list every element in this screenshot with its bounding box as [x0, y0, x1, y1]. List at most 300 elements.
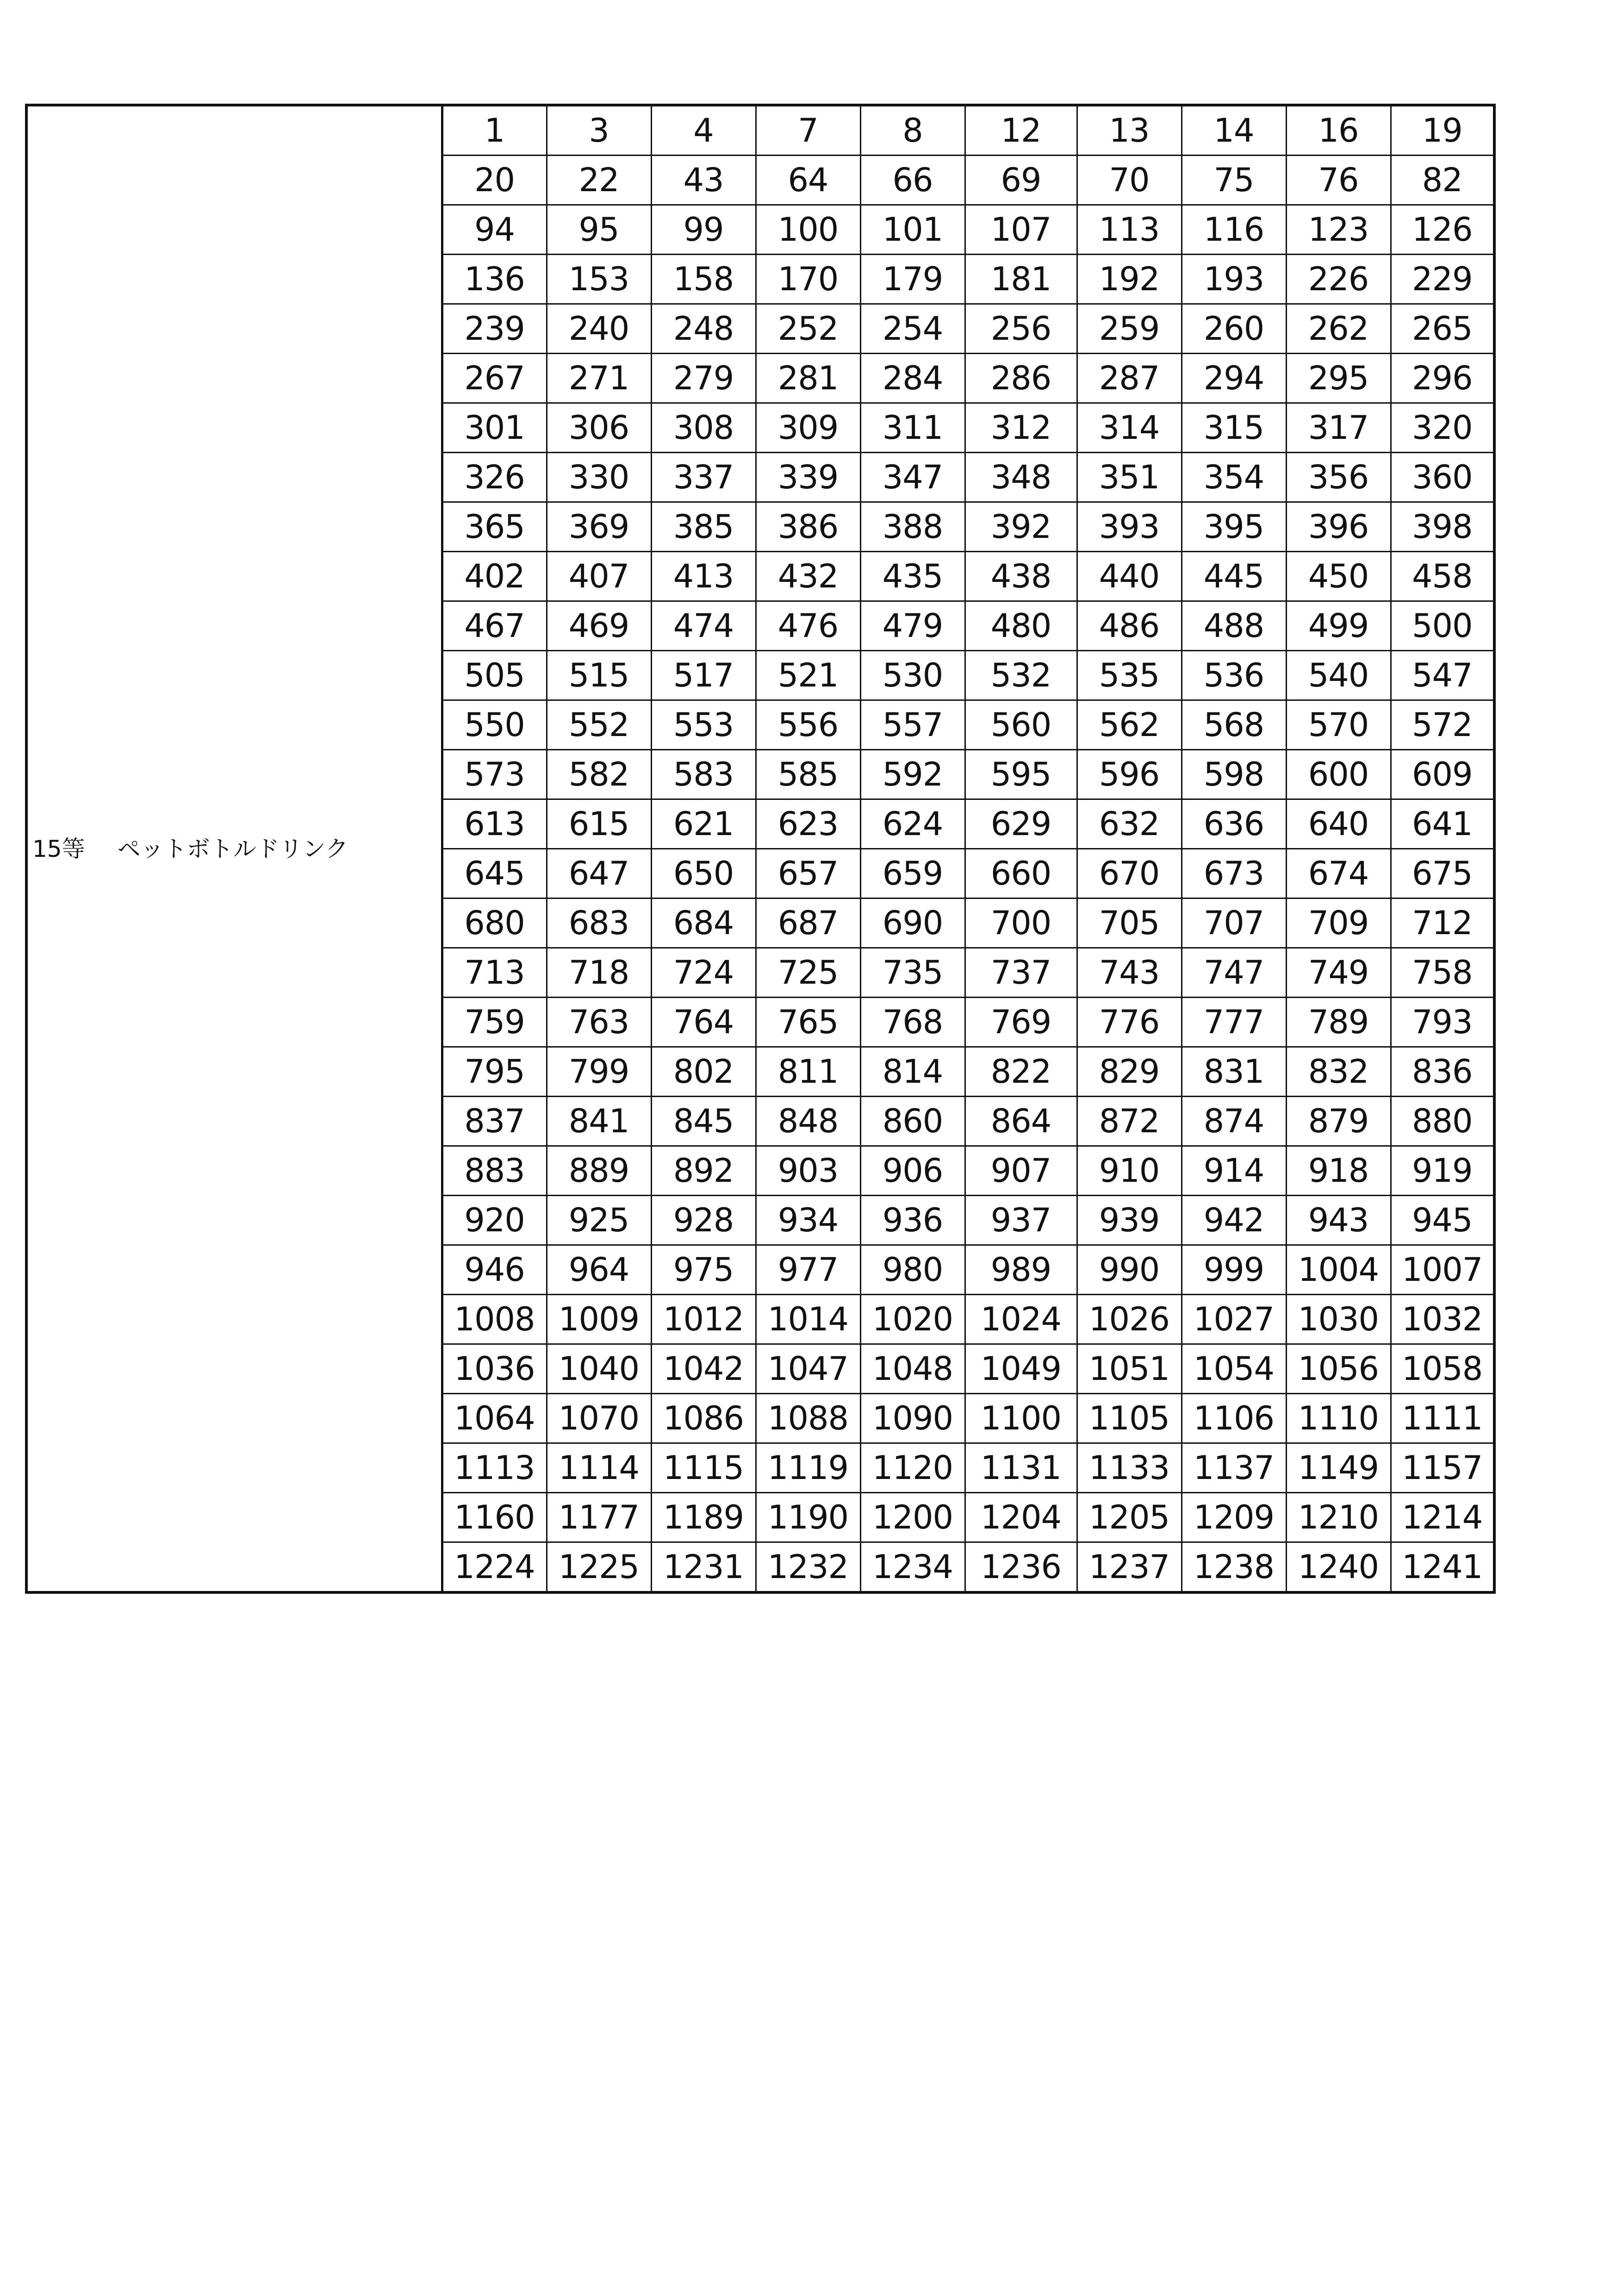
winning-number-cell: 320	[1391, 403, 1494, 453]
winning-number-cell: 650	[651, 849, 756, 898]
winning-number-cell: 248	[651, 304, 756, 354]
winning-number-cell: 709	[1286, 898, 1391, 948]
winning-number-cell: 16	[1286, 105, 1391, 156]
winning-number-cell: 737	[965, 948, 1077, 998]
winning-number-cell: 1177	[547, 1493, 651, 1542]
winning-number-cell: 308	[651, 403, 756, 453]
winning-number-cell: 14	[1181, 105, 1286, 156]
winning-number-cell: 1111	[1391, 1394, 1494, 1443]
winning-number-cell: 69	[965, 156, 1077, 205]
winning-number-cell: 356	[1286, 453, 1391, 502]
winning-number-cell: 229	[1391, 255, 1494, 304]
winning-number-cell: 657	[756, 849, 860, 898]
winning-number-cell: 75	[1181, 156, 1286, 205]
winning-number-cell: 13	[1077, 105, 1181, 156]
winning-number-cell: 66	[860, 156, 965, 205]
winning-number-cell: 535	[1077, 651, 1181, 700]
winning-number-cell: 286	[965, 354, 1077, 403]
winning-number-cell: 763	[547, 998, 651, 1047]
winning-number-cell: 1032	[1391, 1295, 1494, 1344]
winning-number-cell: 1036	[442, 1344, 547, 1394]
winning-number-cell: 560	[965, 700, 1077, 750]
winning-number-cell: 683	[547, 898, 651, 948]
winning-number-cell: 488	[1181, 601, 1286, 651]
winning-number-cell: 1047	[756, 1344, 860, 1394]
winning-number-cell: 284	[860, 354, 965, 403]
winning-number-cell: 301	[442, 403, 547, 453]
winning-number-cell: 1189	[651, 1493, 756, 1542]
winning-number-cell: 445	[1181, 552, 1286, 601]
winning-number-cell: 811	[756, 1047, 860, 1097]
winning-number-cell: 570	[1286, 700, 1391, 750]
winning-number-cell: 889	[547, 1146, 651, 1196]
winning-number-cell: 1131	[965, 1443, 1077, 1493]
winning-number-cell: 1027	[1181, 1295, 1286, 1344]
winning-number-cell: 712	[1391, 898, 1494, 948]
winning-number-cell: 259	[1077, 304, 1181, 354]
winning-number-cell: 347	[860, 453, 965, 502]
winning-number-cell: 690	[860, 898, 965, 948]
winning-number-cell: 939	[1077, 1196, 1181, 1245]
winning-number-cell: 136	[442, 255, 547, 304]
winning-number-cell: 3	[547, 105, 651, 156]
winning-number-cell: 181	[965, 255, 1077, 304]
winning-number-cell: 660	[965, 849, 1077, 898]
winning-number-cell: 945	[1391, 1196, 1494, 1245]
winning-number-cell: 265	[1391, 304, 1494, 354]
winning-number-cell: 557	[860, 700, 965, 750]
winning-number-cell: 845	[651, 1097, 756, 1146]
winning-number-cell: 925	[547, 1196, 651, 1245]
winning-number-cell: 407	[547, 552, 651, 601]
winning-number-cell: 1048	[860, 1344, 965, 1394]
winning-number-cell: 1157	[1391, 1443, 1494, 1493]
winning-number-cell: 918	[1286, 1146, 1391, 1196]
winning-number-cell: 928	[651, 1196, 756, 1245]
winning-number-cell: 582	[547, 750, 651, 799]
winning-number-cell: 267	[442, 354, 547, 403]
winning-number-cell: 674	[1286, 849, 1391, 898]
winning-number-cell: 309	[756, 403, 860, 453]
winning-number-cell: 82	[1391, 156, 1494, 205]
winning-number-cell: 615	[547, 799, 651, 849]
winning-number-cell: 860	[860, 1097, 965, 1146]
winning-number-cell: 540	[1286, 651, 1391, 700]
winning-number-cell: 99	[651, 205, 756, 255]
winning-number-cell: 1110	[1286, 1394, 1391, 1443]
winning-number-cell: 64	[756, 156, 860, 205]
winning-number-cell: 256	[965, 304, 1077, 354]
winning-number-cell: 595	[965, 750, 1077, 799]
winning-number-cell: 107	[965, 205, 1077, 255]
winning-number-cell: 552	[547, 700, 651, 750]
winning-number-cell: 613	[442, 799, 547, 849]
winning-number-cell: 600	[1286, 750, 1391, 799]
winning-number-cell: 1149	[1286, 1443, 1391, 1493]
winning-number-cell: 262	[1286, 304, 1391, 354]
winning-number-cell: 19	[1391, 105, 1494, 156]
winning-number-cell: 892	[651, 1146, 756, 1196]
winning-number-cell: 934	[756, 1196, 860, 1245]
winning-number-cell: 1238	[1181, 1542, 1286, 1593]
winning-number-cell: 864	[965, 1097, 1077, 1146]
winning-number-cell: 354	[1181, 453, 1286, 502]
winning-number-cell: 348	[965, 453, 1077, 502]
winning-number-cell: 980	[860, 1245, 965, 1295]
winning-number-cell: 1012	[651, 1295, 756, 1344]
winning-number-cell: 1232	[756, 1542, 860, 1593]
winning-number-cell: 1114	[547, 1443, 651, 1493]
winning-number-cell: 659	[860, 849, 965, 898]
winning-number-cell: 831	[1181, 1047, 1286, 1097]
winning-number-cell: 306	[547, 403, 651, 453]
winning-number-cell: 1231	[651, 1542, 756, 1593]
winning-number-cell: 777	[1181, 998, 1286, 1047]
winning-number-cell: 624	[860, 799, 965, 849]
winning-number-cell: 765	[756, 998, 860, 1047]
winning-number-cell: 724	[651, 948, 756, 998]
winning-number-cell: 553	[651, 700, 756, 750]
winning-number-cell: 943	[1286, 1196, 1391, 1245]
winning-number-cell: 239	[442, 304, 547, 354]
winning-number-cell: 312	[965, 403, 1077, 453]
winning-number-cell: 281	[756, 354, 860, 403]
winning-number-cell: 687	[756, 898, 860, 948]
winning-number-cell: 226	[1286, 255, 1391, 304]
winning-number-cell: 450	[1286, 552, 1391, 601]
winning-number-cell: 179	[860, 255, 965, 304]
winning-number-cell: 747	[1181, 948, 1286, 998]
winning-number-cell: 1	[442, 105, 547, 156]
winning-number-cell: 7	[756, 105, 860, 156]
winning-number-cell: 1064	[442, 1394, 547, 1443]
winning-number-cell: 469	[547, 601, 651, 651]
winning-number-cell: 1009	[547, 1295, 651, 1344]
winning-number-cell: 432	[756, 552, 860, 601]
winning-number-cell: 1214	[1391, 1493, 1494, 1542]
winning-number-cell: 906	[860, 1146, 965, 1196]
winning-number-cell: 964	[547, 1245, 651, 1295]
winning-number-cell: 192	[1077, 255, 1181, 304]
winning-numbers-table	[25, 104, 1496, 1594]
winning-number-cell: 1210	[1286, 1493, 1391, 1542]
winning-number-cell: 1086	[651, 1394, 756, 1443]
winning-number-cell: 392	[965, 502, 1077, 552]
winning-number-cell: 1224	[442, 1542, 547, 1593]
winning-number-cell: 8	[860, 105, 965, 156]
winning-number-cell: 1058	[1391, 1344, 1494, 1394]
winning-number-cell: 758	[1391, 948, 1494, 998]
winning-number-cell: 1007	[1391, 1245, 1494, 1295]
winning-number-cell: 700	[965, 898, 1077, 948]
winning-number-cell: 315	[1181, 403, 1286, 453]
winning-number-cell: 20	[442, 156, 547, 205]
winning-number-cell: 365	[442, 502, 547, 552]
table-row	[26, 105, 1494, 156]
winning-number-cell: 517	[651, 651, 756, 700]
winning-number-cell: 1119	[756, 1443, 860, 1493]
winning-number-cell: 874	[1181, 1097, 1286, 1146]
winning-number-cell: 880	[1391, 1097, 1494, 1146]
winning-number-cell: 556	[756, 700, 860, 750]
winning-number-cell: 113	[1077, 205, 1181, 255]
winning-number-cell: 287	[1077, 354, 1181, 403]
winning-number-cell: 1190	[756, 1493, 860, 1542]
winning-number-cell: 914	[1181, 1146, 1286, 1196]
winning-number-cell: 802	[651, 1047, 756, 1097]
winning-number-cell: 474	[651, 601, 756, 651]
winning-number-cell: 841	[547, 1097, 651, 1146]
winning-number-cell: 1004	[1286, 1245, 1391, 1295]
winning-number-cell: 4	[651, 105, 756, 156]
winning-number-cell: 467	[442, 601, 547, 651]
winning-number-cell: 70	[1077, 156, 1181, 205]
winning-number-cell: 1051	[1077, 1344, 1181, 1394]
winning-number-cell: 385	[651, 502, 756, 552]
winning-number-cell: 1106	[1181, 1394, 1286, 1443]
winning-number-cell: 547	[1391, 651, 1494, 700]
winning-number-cell: 795	[442, 1047, 547, 1097]
winning-number-cell: 920	[442, 1196, 547, 1245]
winning-number-cell: 369	[547, 502, 651, 552]
winning-number-cell: 1054	[1181, 1344, 1286, 1394]
winning-number-cell: 480	[965, 601, 1077, 651]
winning-number-cell: 123	[1286, 205, 1391, 255]
winning-number-cell: 360	[1391, 453, 1494, 502]
winning-number-cell: 1137	[1181, 1443, 1286, 1493]
winning-number-cell: 440	[1077, 552, 1181, 601]
winning-number-cell: 1225	[547, 1542, 651, 1593]
winning-number-cell: 314	[1077, 403, 1181, 453]
winning-number-cell: 153	[547, 255, 651, 304]
winning-number-cell: 536	[1181, 651, 1286, 700]
winning-number-cell: 550	[442, 700, 547, 750]
prize-label	[26, 105, 442, 1592]
winning-number-cell: 126	[1391, 205, 1494, 255]
winning-number-cell: 532	[965, 651, 1077, 700]
winning-number-cell: 793	[1391, 998, 1494, 1047]
winning-number-cell: 629	[965, 799, 1077, 849]
winning-number-cell: 623	[756, 799, 860, 849]
winning-number-cell: 641	[1391, 799, 1494, 849]
winning-number-cell: 718	[547, 948, 651, 998]
winning-number-cell: 725	[756, 948, 860, 998]
winning-number-cell: 1024	[965, 1295, 1077, 1344]
winning-number-cell: 573	[442, 750, 547, 799]
winning-number-cell: 910	[1077, 1146, 1181, 1196]
winning-number-cell: 645	[442, 849, 547, 898]
winning-number-cell: 670	[1077, 849, 1181, 898]
winning-number-cell: 837	[442, 1097, 547, 1146]
winning-number-cell: 1070	[547, 1394, 651, 1443]
winning-number-cell: 872	[1077, 1097, 1181, 1146]
winning-number-cell: 883	[442, 1146, 547, 1196]
winning-number-cell: 707	[1181, 898, 1286, 948]
winning-number-cell: 435	[860, 552, 965, 601]
winning-number-cell: 1209	[1181, 1493, 1286, 1542]
winning-number-cell: 713	[442, 948, 547, 998]
winning-number-cell: 339	[756, 453, 860, 502]
winning-number-cell: 1200	[860, 1493, 965, 1542]
winning-number-cell: 596	[1077, 750, 1181, 799]
winning-number-cell: 749	[1286, 948, 1391, 998]
winning-number-cell: 764	[651, 998, 756, 1047]
winning-number-cell: 515	[547, 651, 651, 700]
winning-number-cell: 919	[1391, 1146, 1494, 1196]
winning-number-cell: 735	[860, 948, 965, 998]
winning-number-cell: 1133	[1077, 1443, 1181, 1493]
winning-number-cell: 317	[1286, 403, 1391, 453]
winning-number-cell: 521	[756, 651, 860, 700]
winning-number-cell: 1100	[965, 1394, 1077, 1443]
winning-number-cell: 776	[1077, 998, 1181, 1047]
winning-number-cell: 675	[1391, 849, 1494, 898]
winning-number-cell: 829	[1077, 1047, 1181, 1097]
winning-number-cell: 1205	[1077, 1493, 1181, 1542]
winning-number-cell: 936	[860, 1196, 965, 1245]
winning-number-cell: 621	[651, 799, 756, 849]
winning-number-cell: 438	[965, 552, 1077, 601]
winning-number-cell: 1160	[442, 1493, 547, 1542]
winning-number-cell: 1236	[965, 1542, 1077, 1593]
winning-number-cell: 814	[860, 1047, 965, 1097]
winning-number-cell: 12	[965, 105, 1077, 156]
winning-number-cell: 1056	[1286, 1344, 1391, 1394]
winning-number-cell: 393	[1077, 502, 1181, 552]
winning-number-cell: 583	[651, 750, 756, 799]
winning-number-cell: 684	[651, 898, 756, 948]
winning-number-cell: 1237	[1077, 1542, 1181, 1593]
winning-number-cell: 1014	[756, 1295, 860, 1344]
winning-number-cell: 260	[1181, 304, 1286, 354]
winning-number-cell: 398	[1391, 502, 1494, 552]
winning-number-cell: 632	[1077, 799, 1181, 849]
winning-number-cell: 598	[1181, 750, 1286, 799]
winning-number-cell: 295	[1286, 354, 1391, 403]
winning-number-cell: 271	[547, 354, 651, 403]
winning-number-cell: 337	[651, 453, 756, 502]
winning-number-cell: 647	[547, 849, 651, 898]
winning-number-cell: 22	[547, 156, 651, 205]
winning-number-cell: 946	[442, 1245, 547, 1295]
winning-number-cell: 396	[1286, 502, 1391, 552]
winning-number-cell: 592	[860, 750, 965, 799]
winning-number-cell: 989	[965, 1245, 1077, 1295]
winning-number-cell: 1113	[442, 1443, 547, 1493]
winning-number-cell: 640	[1286, 799, 1391, 849]
winning-number-cell: 743	[1077, 948, 1181, 998]
winning-number-cell: 759	[442, 998, 547, 1047]
winning-number-cell: 486	[1077, 601, 1181, 651]
winning-number-cell: 476	[756, 601, 860, 651]
winning-number-cell: 326	[442, 453, 547, 502]
winning-number-cell: 1026	[1077, 1295, 1181, 1344]
winning-number-cell: 680	[442, 898, 547, 948]
winning-number-cell: 395	[1181, 502, 1286, 552]
winning-number-cell: 609	[1391, 750, 1494, 799]
winning-number-cell: 330	[547, 453, 651, 502]
winning-number-cell: 402	[442, 552, 547, 601]
winning-number-cell: 789	[1286, 998, 1391, 1047]
winning-number-cell: 562	[1077, 700, 1181, 750]
winning-number-cell: 1204	[965, 1493, 1077, 1542]
winning-number-cell: 413	[651, 552, 756, 601]
winning-number-cell: 386	[756, 502, 860, 552]
winning-number-cell: 1241	[1391, 1542, 1494, 1593]
winning-number-cell: 500	[1391, 601, 1494, 651]
winning-number-cell: 572	[1391, 700, 1494, 750]
winning-number-cell: 1105	[1077, 1394, 1181, 1443]
winning-number-cell: 907	[965, 1146, 1077, 1196]
winning-number-cell: 942	[1181, 1196, 1286, 1245]
winning-number-cell: 252	[756, 304, 860, 354]
winning-number-cell: 279	[651, 354, 756, 403]
winning-number-cell: 76	[1286, 156, 1391, 205]
winning-number-cell: 585	[756, 750, 860, 799]
winning-number-cell: 530	[860, 651, 965, 700]
winning-number-cell: 769	[965, 998, 1077, 1047]
winning-number-cell: 479	[860, 601, 965, 651]
winning-number-cell: 100	[756, 205, 860, 255]
winning-number-cell: 903	[756, 1146, 860, 1196]
winning-number-cell: 799	[547, 1047, 651, 1097]
winning-number-cell: 294	[1181, 354, 1286, 403]
winning-number-cell: 388	[860, 502, 965, 552]
winning-number-cell: 768	[860, 998, 965, 1047]
winning-number-cell: 977	[756, 1245, 860, 1295]
winning-number-cell: 296	[1391, 354, 1494, 403]
winning-number-cell: 240	[547, 304, 651, 354]
prize-name: ペットボトルドリンク	[117, 835, 348, 862]
winning-number-cell: 170	[756, 255, 860, 304]
winning-number-cell: 705	[1077, 898, 1181, 948]
prize-rank: 15等	[32, 835, 85, 862]
winning-number-cell: 975	[651, 1245, 756, 1295]
winning-number-cell: 499	[1286, 601, 1391, 651]
winning-number-cell: 1120	[860, 1443, 965, 1493]
winning-number-cell: 158	[651, 255, 756, 304]
winning-number-cell: 636	[1181, 799, 1286, 849]
winning-number-cell: 937	[965, 1196, 1077, 1245]
winning-number-cell: 1088	[756, 1394, 860, 1443]
winning-number-cell: 101	[860, 205, 965, 255]
winning-number-cell: 1008	[442, 1295, 547, 1344]
winning-number-cell: 822	[965, 1047, 1077, 1097]
winning-number-cell: 1115	[651, 1443, 756, 1493]
winning-number-cell: 193	[1181, 255, 1286, 304]
winning-number-cell: 1030	[1286, 1295, 1391, 1344]
table-body	[26, 105, 1494, 1592]
winning-number-cell: 879	[1286, 1097, 1391, 1146]
winning-number-cell: 94	[442, 205, 547, 255]
winning-number-cell: 1240	[1286, 1542, 1391, 1593]
winning-number-cell: 848	[756, 1097, 860, 1146]
winning-number-cell: 673	[1181, 849, 1286, 898]
winning-number-cell: 999	[1181, 1245, 1286, 1295]
winning-number-cell: 1049	[965, 1344, 1077, 1394]
winning-number-cell: 95	[547, 205, 651, 255]
winning-number-cell: 505	[442, 651, 547, 700]
winning-number-cell: 311	[860, 403, 965, 453]
winning-number-cell: 254	[860, 304, 965, 354]
winning-number-cell: 1040	[547, 1344, 651, 1394]
winning-number-cell: 832	[1286, 1047, 1391, 1097]
winning-number-cell: 116	[1181, 205, 1286, 255]
winning-number-cell: 1020	[860, 1295, 965, 1344]
winning-number-cell: 458	[1391, 552, 1494, 601]
winning-number-cell: 1042	[651, 1344, 756, 1394]
winning-number-cell: 568	[1181, 700, 1286, 750]
